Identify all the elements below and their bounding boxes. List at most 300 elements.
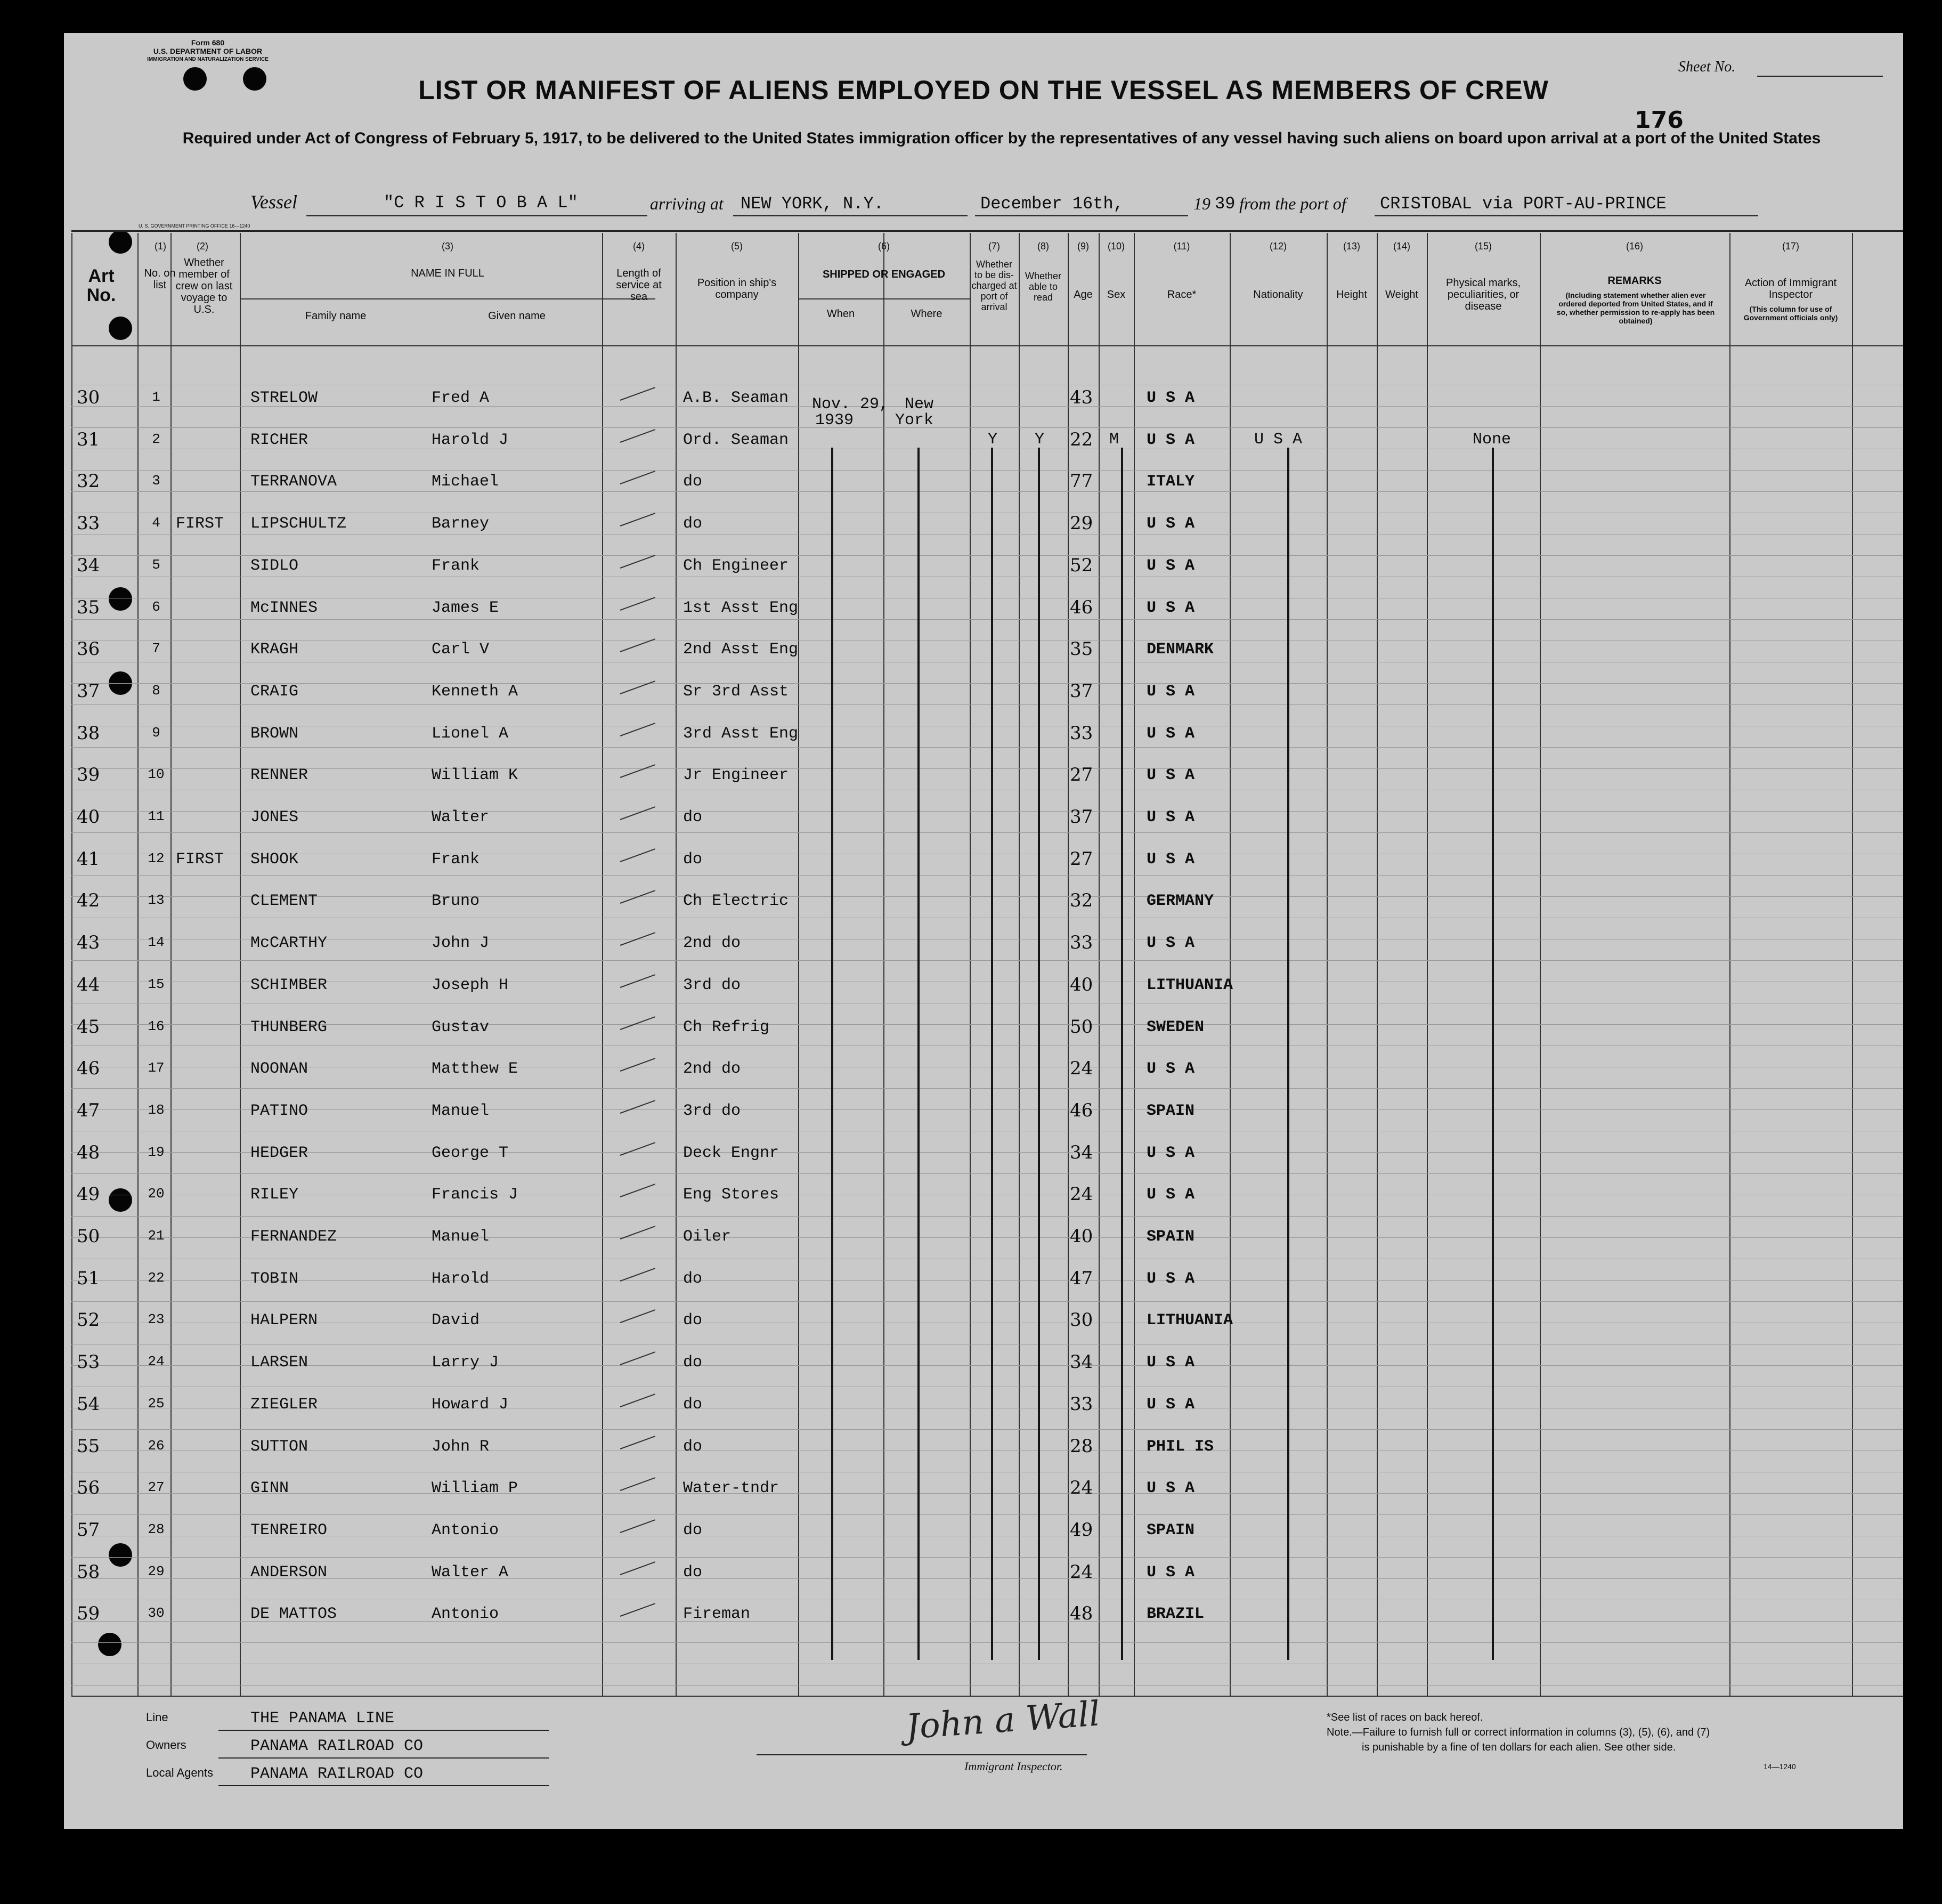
art-number: 35 xyxy=(77,597,100,618)
family-name: SIDLO xyxy=(250,557,299,575)
given-name: William P xyxy=(432,1479,518,1497)
position: 2nd do xyxy=(683,934,741,952)
arrival-date: December 16th, xyxy=(980,194,1124,214)
list-number: 18 xyxy=(148,1102,165,1118)
inspector-label: Immigrant Inspector. xyxy=(964,1760,1063,1773)
col-5-number: (5) xyxy=(731,241,743,252)
position: 1st Asst Eng xyxy=(683,599,799,617)
local-agents-label: Local Agents xyxy=(146,1766,213,1779)
position: do xyxy=(683,850,703,869)
list-number: 25 xyxy=(148,1396,165,1412)
art-number: 32 xyxy=(77,471,100,492)
race: U S A xyxy=(1147,389,1195,407)
service-tick-mark xyxy=(620,806,655,820)
age: 24 xyxy=(1070,1477,1093,1498)
family-name: PATINO xyxy=(250,1102,308,1120)
family-name: BROWN xyxy=(250,725,299,743)
position: Jr Engineer xyxy=(683,766,789,784)
list-number: 6 xyxy=(152,599,160,615)
col-length-service: Length of service at sea xyxy=(616,268,662,303)
given-name: Michael xyxy=(432,473,499,491)
given-name: Harold J xyxy=(432,431,509,449)
service-tick-mark xyxy=(620,1603,655,1617)
age: 33 xyxy=(1070,1393,1093,1415)
col-1-number: (1) xyxy=(155,241,166,252)
list-number: 3 xyxy=(152,473,160,489)
arrival-port: NEW YORK, N.Y. xyxy=(741,194,884,214)
position: do xyxy=(683,515,703,533)
race: U S A xyxy=(1147,599,1195,617)
race: U S A xyxy=(1147,1270,1195,1288)
sex-value: M xyxy=(1109,431,1119,449)
list-number: 17 xyxy=(148,1060,165,1076)
service-tick-mark xyxy=(620,723,655,736)
age: 40 xyxy=(1070,974,1093,995)
given-name: Barney xyxy=(432,515,490,533)
service-tick-mark xyxy=(620,513,655,526)
service-tick-mark xyxy=(620,429,655,443)
race: GERMANY xyxy=(1147,892,1214,910)
col-sex: Sex xyxy=(1107,289,1126,301)
owners-value: PANAMA RAILROAD CO xyxy=(250,1737,424,1755)
given-name: Frank xyxy=(432,557,480,575)
physical-marks-value: None xyxy=(1473,431,1512,449)
age: 24 xyxy=(1070,1184,1093,1205)
list-number: 11 xyxy=(148,808,165,824)
art-number: 55 xyxy=(77,1436,100,1457)
art-number: 45 xyxy=(77,1016,100,1038)
race: ITALY xyxy=(1147,473,1195,491)
position: A.B. Seaman xyxy=(683,389,789,407)
service-tick-mark xyxy=(620,471,655,484)
col-race: Race* xyxy=(1167,289,1197,301)
col-6-number: (6) xyxy=(878,241,890,252)
discharged-value: Y xyxy=(988,431,998,449)
col-where: Where xyxy=(911,308,942,320)
art-number: 58 xyxy=(77,1561,100,1583)
list-number: 8 xyxy=(152,683,160,699)
shipped-where-2: York xyxy=(895,411,934,430)
list-number: 1 xyxy=(152,389,160,405)
col-height: Height xyxy=(1336,289,1367,301)
punch-hole xyxy=(109,1543,132,1567)
age: 40 xyxy=(1070,1226,1093,1247)
service-tick-mark xyxy=(620,1058,655,1072)
list-number: 23 xyxy=(148,1311,165,1327)
from-label: from the port of xyxy=(1239,194,1346,213)
given-name: Fred A xyxy=(432,389,490,407)
given-name: Kenneth A xyxy=(432,683,518,701)
sheet-label: Sheet No. xyxy=(1678,59,1736,75)
art-number: 34 xyxy=(77,555,100,576)
service-tick-mark xyxy=(620,1477,655,1491)
given-name: George T xyxy=(432,1144,509,1162)
col-when: When xyxy=(826,308,855,320)
list-number: 10 xyxy=(148,766,165,782)
local-agents-value: PANAMA RAILROAD CO xyxy=(250,1765,424,1783)
family-name: KRAGH xyxy=(250,641,299,659)
position: 3rd do xyxy=(683,1102,741,1120)
position: 3rd Asst Eng xyxy=(683,725,799,743)
punch-hole xyxy=(109,317,132,340)
col-remarks: REMARKS xyxy=(1607,275,1662,287)
age: 32 xyxy=(1070,890,1093,911)
race: U S A xyxy=(1147,850,1195,869)
fine-note: is punishable by a fine of ten dollars for each alien. See other side. xyxy=(1362,1741,1676,1753)
art-number: 31 xyxy=(77,429,100,450)
art-number: 36 xyxy=(77,638,100,660)
age: 49 xyxy=(1070,1519,1093,1541)
col-no-on-list: No. on list xyxy=(144,268,176,291)
given-name: Antonio xyxy=(432,1605,499,1623)
given-name: Walter xyxy=(432,808,490,827)
position: do xyxy=(683,808,703,827)
family-name: TERRANOVA xyxy=(250,473,337,491)
race: PHIL IS xyxy=(1147,1438,1214,1456)
race: U S A xyxy=(1147,1354,1195,1372)
age: 37 xyxy=(1070,680,1093,702)
art-number: 38 xyxy=(77,723,100,744)
col-10-number: (10) xyxy=(1107,241,1125,252)
service-tick-mark xyxy=(620,597,655,611)
family-name: NOONAN xyxy=(250,1060,308,1078)
family-name: CRAIG xyxy=(250,683,299,701)
list-number: 14 xyxy=(148,934,165,950)
art-number: 51 xyxy=(77,1268,100,1289)
family-name: FERNANDEZ xyxy=(250,1228,337,1246)
family-name: TENREIRO xyxy=(250,1521,328,1540)
age: 35 xyxy=(1070,638,1093,660)
position: Ch Refrig xyxy=(683,1018,770,1036)
col-able-to-read: Whether able to read xyxy=(1025,271,1062,303)
list-number: 21 xyxy=(148,1228,165,1244)
list-number: 15 xyxy=(148,976,165,992)
punch-hole xyxy=(109,587,132,611)
art-number: 53 xyxy=(77,1351,100,1373)
art-number: 46 xyxy=(77,1058,100,1079)
service-tick-mark xyxy=(620,1351,655,1365)
list-number: 19 xyxy=(148,1144,165,1160)
page-subtitle: Required under Act of Congress of February 5, 1917, to be delivered to the United States immigration officer by the representatives of any vessel having such aliens on board upon arrival at a port of the United States xyxy=(182,129,1821,147)
family-name: DE MATTOS xyxy=(250,1605,337,1623)
race: U S A xyxy=(1147,1144,1195,1162)
art-number: 48 xyxy=(77,1142,100,1163)
position: Eng Stores xyxy=(683,1186,779,1204)
given-name: Frank xyxy=(432,850,480,869)
col-weight: Weight xyxy=(1385,289,1418,301)
family-name: McCARTHY xyxy=(250,934,328,952)
given-name: Manuel xyxy=(432,1228,490,1246)
given-name: John J xyxy=(432,934,490,952)
age: 46 xyxy=(1070,597,1093,618)
position: do xyxy=(683,1270,703,1288)
list-number: 26 xyxy=(148,1438,165,1454)
race: SPAIN xyxy=(1147,1228,1195,1246)
failure-note: Note.—Failure to furnish full or correct information in columns (3), (5), (6), and (7) xyxy=(1327,1727,1710,1738)
age: 33 xyxy=(1070,932,1093,953)
art-number: 33 xyxy=(77,513,100,534)
list-number: 12 xyxy=(148,850,165,866)
given-name: Larry J xyxy=(432,1354,499,1372)
family-name: LARSEN xyxy=(250,1354,308,1372)
service: IMMIGRATION AND NATURALIZATION SERVICE xyxy=(147,56,269,62)
family-name: SHOOK xyxy=(250,850,299,869)
race: U S A xyxy=(1147,1479,1195,1497)
race: U S A xyxy=(1147,1186,1195,1204)
col-nationality: Nationality xyxy=(1253,289,1303,301)
position: 3rd do xyxy=(683,976,741,994)
position: Fireman xyxy=(683,1605,751,1623)
race: LITHUANIA xyxy=(1147,1311,1233,1330)
family-name: RENNER xyxy=(250,766,308,784)
given-name: Antonio xyxy=(432,1521,499,1540)
from-port: CRISTOBAL via PORT-AU-PRINCE xyxy=(1380,194,1667,214)
arriving-label: arriving at xyxy=(650,194,724,213)
service-tick-mark xyxy=(620,764,655,778)
last-voyage: FIRST xyxy=(176,850,224,869)
arrival-year: 39 xyxy=(1215,194,1236,214)
position: do xyxy=(683,1438,703,1456)
position: do xyxy=(683,473,703,491)
manifest-sheet xyxy=(64,33,1903,1829)
form-code: 14—1240 xyxy=(1764,1762,1796,1771)
department: U.S. DEPARTMENT OF LABOR xyxy=(153,47,263,55)
list-number: 7 xyxy=(152,641,160,657)
age: 30 xyxy=(1070,1309,1093,1331)
race: LITHUANIA xyxy=(1147,976,1233,994)
age: 33 xyxy=(1070,723,1093,744)
given-name: David xyxy=(432,1311,480,1330)
service-tick-mark xyxy=(620,890,655,904)
list-number: 5 xyxy=(152,557,160,573)
race: SWEDEN xyxy=(1147,1018,1205,1036)
art-number: 30 xyxy=(77,387,100,408)
position: do xyxy=(683,1563,703,1582)
service-tick-mark xyxy=(620,1100,655,1114)
able-to-read-value: Y xyxy=(1035,431,1045,449)
year-prefix: 19 xyxy=(1193,194,1210,213)
race: U S A xyxy=(1147,766,1195,784)
vessel-name: "C R I S T O B A L" xyxy=(384,193,578,213)
art-number: 59 xyxy=(77,1603,100,1624)
col-position: Position in ship's company xyxy=(697,277,777,301)
age: 24 xyxy=(1070,1561,1093,1583)
family-name: TOBIN xyxy=(250,1270,299,1288)
art-number: 57 xyxy=(77,1519,100,1541)
family-name: SCHIMBER xyxy=(250,976,328,994)
age: 27 xyxy=(1070,764,1093,785)
family-name: STRELOW xyxy=(250,389,318,407)
col-discharged: Whether to be dis-charged at port of arrival xyxy=(971,259,1017,312)
col-3-number: (3) xyxy=(442,241,453,252)
col-16-number: (16) xyxy=(1626,241,1643,252)
col-age: Age xyxy=(1074,289,1093,301)
service-tick-mark xyxy=(620,1393,655,1407)
col-7-number: (7) xyxy=(988,241,1000,252)
given-name: Carl V xyxy=(432,641,490,659)
service-tick-mark xyxy=(620,1309,655,1323)
list-number: 20 xyxy=(148,1186,165,1202)
family-name: THUNBERG xyxy=(250,1018,328,1036)
family-name: ANDERSON xyxy=(250,1563,328,1582)
col-15-number: (15) xyxy=(1474,241,1492,252)
given-name: Joseph H xyxy=(432,976,509,994)
art-number: 39 xyxy=(77,764,100,785)
list-number: 2 xyxy=(152,431,160,447)
race: U S A xyxy=(1147,934,1195,952)
position: do xyxy=(683,1354,703,1372)
position: 2nd Asst Eng xyxy=(683,641,799,659)
col-physical-marks: Physical marks, peculiarities, or disease xyxy=(1445,277,1521,312)
position: do xyxy=(683,1521,703,1540)
art-number: 47 xyxy=(77,1100,100,1121)
family-name: LIPSCHULTZ xyxy=(250,515,347,533)
service-tick-mark xyxy=(620,1016,655,1030)
race: U S A xyxy=(1147,1060,1195,1078)
printing-office: U. S. GOVERNMENT PRINTING OFFICE 16—1240 xyxy=(139,223,250,229)
position: Deck Engnr xyxy=(683,1144,779,1162)
position: Ord. Seaman xyxy=(683,431,789,449)
service-tick-mark xyxy=(620,1436,655,1449)
list-number: 27 xyxy=(148,1479,165,1495)
family-name: JONES xyxy=(250,808,299,827)
given-name: Manuel xyxy=(432,1102,490,1120)
col-8-number: (8) xyxy=(1037,241,1049,252)
service-tick-mark xyxy=(620,387,655,401)
art-number: 50 xyxy=(77,1226,100,1247)
col-family-name: Family name xyxy=(305,310,367,322)
inspector-signature: John a Wall xyxy=(904,1694,1101,1747)
family-name: RILEY xyxy=(250,1186,299,1204)
age: 34 xyxy=(1070,1142,1093,1163)
position: do xyxy=(683,1396,703,1414)
race: U S A xyxy=(1147,431,1195,449)
races-note: *See list of races on back hereof. xyxy=(1327,1712,1483,1723)
age: 46 xyxy=(1070,1100,1093,1121)
vessel-label: Vessel xyxy=(250,191,297,213)
race: U S A xyxy=(1147,725,1195,743)
art-number: 54 xyxy=(77,1393,100,1415)
col-given-name: Given name xyxy=(488,310,546,322)
col-12-number: (12) xyxy=(1269,241,1287,252)
age: 24 xyxy=(1070,1058,1093,1079)
col-shipped-engaged: SHIPPED OR ENGAGED xyxy=(822,269,946,280)
age: 52 xyxy=(1070,555,1093,576)
shipped-where: New xyxy=(905,395,934,414)
race: U S A xyxy=(1147,557,1195,575)
col-14-number: (14) xyxy=(1393,241,1410,252)
race: U S A xyxy=(1147,1396,1195,1414)
position: Water-tndr xyxy=(683,1479,779,1497)
age: 77 xyxy=(1070,471,1093,492)
list-number: 16 xyxy=(148,1018,165,1034)
age: 27 xyxy=(1070,848,1093,870)
race: SPAIN xyxy=(1147,1521,1195,1540)
art-number: 44 xyxy=(77,974,100,995)
art-number: 43 xyxy=(77,932,100,953)
age: 29 xyxy=(1070,513,1093,534)
position: Oiler xyxy=(683,1228,732,1246)
line-label: Line xyxy=(146,1711,168,1724)
col-11-number: (11) xyxy=(1173,241,1190,252)
position: Sr 3rd Asst xyxy=(683,683,789,701)
race: BRAZIL xyxy=(1147,1605,1205,1623)
col-2-number: (2) xyxy=(197,241,208,252)
form-number: Form 680 xyxy=(191,38,225,47)
given-name: Matthew E xyxy=(432,1060,518,1078)
family-name: CLEMENT xyxy=(250,892,318,910)
race: U S A xyxy=(1147,808,1195,827)
col-13-number: (13) xyxy=(1343,241,1360,252)
family-name: RICHER xyxy=(250,431,308,449)
col-4-number: (4) xyxy=(633,241,645,252)
service-tick-mark xyxy=(620,848,655,862)
list-number: 29 xyxy=(148,1563,165,1579)
given-name: James E xyxy=(432,599,499,617)
age: 22 xyxy=(1070,429,1093,450)
art-number: 52 xyxy=(77,1309,100,1331)
punch-hole xyxy=(109,230,132,254)
nationality-value: U S A xyxy=(1254,431,1303,449)
given-name: Harold xyxy=(432,1270,490,1288)
given-name: Lionel A xyxy=(432,725,509,743)
sheet-number: 176 xyxy=(1635,107,1684,134)
punch-hole xyxy=(98,1633,121,1656)
col-member-last-voyage: Whether member of crew on last voyage to U.S. xyxy=(175,257,233,315)
owners-label: Owners xyxy=(146,1738,186,1752)
list-number: 30 xyxy=(148,1605,165,1621)
art-number: 40 xyxy=(77,806,100,828)
art-number: 49 xyxy=(77,1184,100,1205)
last-voyage: FIRST xyxy=(176,515,224,533)
list-number: 13 xyxy=(148,892,165,908)
given-name: Bruno xyxy=(432,892,480,910)
family-name: HALPERN xyxy=(250,1311,318,1330)
position: Ch Engineer xyxy=(683,557,789,575)
given-name: Francis J xyxy=(432,1186,518,1204)
shipped-when-year: 1939 xyxy=(815,411,854,430)
position: 2nd do xyxy=(683,1060,741,1078)
col-art-no: Art No. xyxy=(86,266,116,305)
col-inspector-sub: (This column for use of Government officials only) xyxy=(1743,305,1838,322)
age: 48 xyxy=(1070,1603,1093,1624)
position: do xyxy=(683,1311,703,1330)
family-name: ZIEGLER xyxy=(250,1396,318,1414)
art-number: 41 xyxy=(77,848,100,870)
col-name-in-full: NAME IN FULL xyxy=(411,268,484,279)
race: U S A xyxy=(1147,683,1195,701)
col-remarks-sub: (Including statement whether alien ever ordered deported from United States, and if so, whether permission to re-apply has been obtained) xyxy=(1556,291,1715,325)
service-tick-mark xyxy=(620,1519,655,1533)
given-name: William K xyxy=(432,766,518,784)
service-tick-mark xyxy=(620,555,655,569)
position: Ch Electric xyxy=(683,892,789,910)
art-number: 56 xyxy=(77,1477,100,1498)
age: 37 xyxy=(1070,806,1093,828)
list-number: 4 xyxy=(152,515,160,531)
art-number: 42 xyxy=(77,890,100,911)
given-name: Howard J xyxy=(432,1396,509,1414)
col-17-number: (17) xyxy=(1782,241,1799,252)
age: 50 xyxy=(1070,1016,1093,1038)
family-name: McINNES xyxy=(250,599,318,617)
age: 34 xyxy=(1070,1351,1093,1373)
page-title: LIST OR MANIFEST OF ALIENS EMPLOYED ON THE VESSEL AS MEMBERS OF CREW xyxy=(418,75,1549,105)
punch-hole xyxy=(109,1188,132,1212)
col-9-number: (9) xyxy=(1077,241,1089,252)
race: SPAIN xyxy=(1147,1102,1195,1120)
form-info xyxy=(123,38,293,64)
